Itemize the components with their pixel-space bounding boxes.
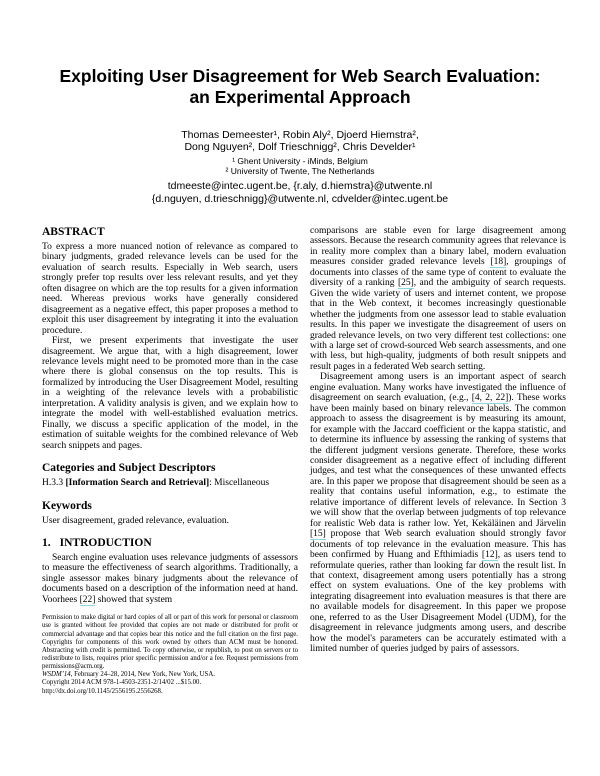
categories-subject: : Miscellaneous bbox=[209, 478, 270, 489]
emails-line2: {d.nguyen, d.trieschnigg}@utwente.nl, cdvelder@intec.ugent.be bbox=[151, 192, 449, 205]
abstract-paragraph-1: To express a more nuanced notion of relevance as compared to binary judgments, graded relevance levels can be used for the evaluation of search results. Especially in Web search, users strongly prefer top results over less relevant results, and yet they often disagree on which are the top results for a given information need. Whereas previous works have generally considered disagreement as a negative effect, this paper proposes a method to exploit this user disagreement by integrating it into the evaluation procedure. bbox=[42, 242, 298, 336]
categories-heading: Categories and Subject Descriptors bbox=[42, 462, 216, 475]
right-paragraph-2: Disagreement among users is an important aspect of search engine evaluation. Many works have investigated the influence of disagreement on search evaluation, (e.g., [4, 2, 22]). These works have been mainly based on binary relevance labels. The common approach to assess the disagreement is by measuring its amount, for example with the Jaccard coefficient or the kappa statistic, and to determine its influence by assessing the ranking of systems that the different judgment versions generate. Therefore, these works consider disagreement as a negative effect of including different judges, and test what the consequences of these unwanted effects are. In this paper we propose that disagreement should be seen as a reality that contains useful information, e.g., to estimate the relative importance of different levels of relevance. In Section 3 we will show that the overlap between judgments of top relevance for realistic Web data is rather low. Yet, Kekäläinen and Järvelin [15] propose that Web search evaluation should strongly favor documents of top relevance in the evaluation measure. This has been confirmed by Huang and Efthimiadis [12], as users tend to reformulate queries, rather than looking far down the result list. In that context, disagreement among users potentially has a strong effect on system evaluations. One of the key problems with integrating disagreement into evaluation measures is that there are no available models for disagreement. In this paper we propose one, referred to as the User Disagreement Model (UDM), for the disagreement in relevance judgments among users, and describe how the model's parameters can be accurately estimated with a limited number of queries judged by pairs of assessors. bbox=[310, 372, 566, 655]
introduction-text bbox=[42, 553, 298, 605]
paper-title-line2: an Experimental Approach bbox=[189, 87, 411, 107]
keywords-text bbox=[42, 516, 298, 526]
keywords-heading: Keywords bbox=[42, 499, 92, 512]
introduction-heading bbox=[42, 537, 298, 549]
left-column bbox=[42, 226, 298, 696]
citation-link[interactable]: [18] bbox=[490, 257, 507, 268]
doi-link: http://dx.doi.org/10.1145/2556195.2556268. bbox=[42, 687, 163, 695]
authors-line2: Dong Nguyen², Dolf Trieschnigg², Chris Develder¹ bbox=[184, 141, 416, 153]
authors-line1: Thomas Demeester¹, Robin Aly², Djoerd Hiemstra², bbox=[181, 129, 419, 141]
emails-line1: tdmeeste@intec.ugent.be, {r.aly, d.hiemstra}@utwente.nl bbox=[167, 180, 433, 192]
introduction-paragraph-1: Search engine evaluation uses relevance judgments of assessors to measure the effectiveness of search algorithms. Traditionally, a single assessor makes binary judgments about the relevance of documents based on a description of the information need at hand. Voorhees [22] showed that system bbox=[42, 552, 298, 605]
abstract-text bbox=[42, 242, 298, 451]
categories-text bbox=[42, 478, 298, 488]
citation-link[interactable]: [15] bbox=[310, 529, 326, 540]
categories-entry bbox=[42, 478, 298, 488]
keywords-list: User disagreement, graded relevance, evaluation. bbox=[42, 515, 230, 526]
right-paragraph-1: comparisons are stable even for large disagreement among assessors. Because the research community agrees that relevance is in reality more complex than a binary label, modern evaluation measures consider graded relevance levels [18], groupings of documents into classes of the same type of content to evaluate the diversity of a ranking [25], and the ambiguity of search requests. Given the wide variety of users and internet content, we propose that in the Web context, it becomes increasingly questionable whether the judgments from one assessor lead to stable evaluation results. In this paper we investigate the disagreement of users on graded relevance levels, on two very different test collections: one with a large set of crowd-sourced Web search assessments, and one with less, but high-quality, judgments of both result snippets and result pages in a federated Web search setting. bbox=[310, 226, 567, 372]
categories-descriptor: [Information Search and Retrieval] bbox=[65, 478, 210, 489]
citation-link[interactable]: [4, 2, 22] bbox=[471, 393, 509, 404]
two-column-body bbox=[42, 226, 566, 696]
section-title: INTRODUCTION bbox=[59, 536, 152, 549]
permission-notice: Permission to make digital or hard copies of all or part of this work for personal or classroom use is granted without fee provided that copies are not made or distributed for profit or commercial advantage and that copies bear this notice and the full citation on the first page. Copyrights for components of this work owned by others than ACM must be honored. Abstracting with credit is permitted. To copy otherwise, or republish, to post on servers or to redistribute to lists, requires prior specific permission and/or a fee. Request permissions from permissions@acm.org. bbox=[42, 614, 298, 671]
citation-link[interactable]: [12] bbox=[481, 550, 498, 561]
citation-link[interactable]: [25] bbox=[397, 278, 414, 289]
abstract-paragraph-2: First, we present experiments that investigate the user disagreement. We argue that, with a high disagreement, lower relevance levels might need to be promoted more than in the case where there is global consensus on the top results. This is formalized by introducing the User Disagreement Model, resulting in a weighting of the relevance levels with a probabilistic interpretation. A validity analysis is given, and we explain how to integrate the model with well-established evaluation metrics. Finally, we discuss a specific application of the model, in the estimation of suitable weights for the combined relevance of Web search snippets and pages. bbox=[42, 336, 298, 451]
citation-link[interactable]: [22] bbox=[79, 594, 96, 605]
paper-title bbox=[0, 0, 600, 108]
copyright-line: Copyright 2014 ACM 978-1-4503-2351-2/14/02 ...$15.00. bbox=[42, 679, 202, 687]
categories-code: H.3.3 bbox=[42, 478, 66, 489]
conference-details: February 24–28, 2014, New York, New York, USA. bbox=[72, 671, 215, 679]
paper-title-line1: Exploiting User Disagreement for Web Search Evaluation: bbox=[59, 66, 541, 86]
right-column bbox=[310, 226, 566, 696]
affiliation-ghent: ¹ Ghent University - iMinds, Belgium bbox=[232, 156, 368, 166]
section-number: 1. bbox=[42, 536, 51, 549]
copyright-footnote bbox=[42, 614, 298, 696]
conference-name: WSDM’14, bbox=[42, 671, 73, 679]
conference-info bbox=[42, 671, 298, 679]
authors bbox=[0, 129, 600, 153]
affiliation-twente: ² University of Twente, The Netherlands bbox=[225, 166, 375, 176]
author-emails bbox=[0, 180, 600, 205]
affiliations bbox=[0, 156, 600, 176]
abstract-heading: ABSTRACT bbox=[42, 226, 105, 238]
right-column-text bbox=[310, 226, 566, 655]
